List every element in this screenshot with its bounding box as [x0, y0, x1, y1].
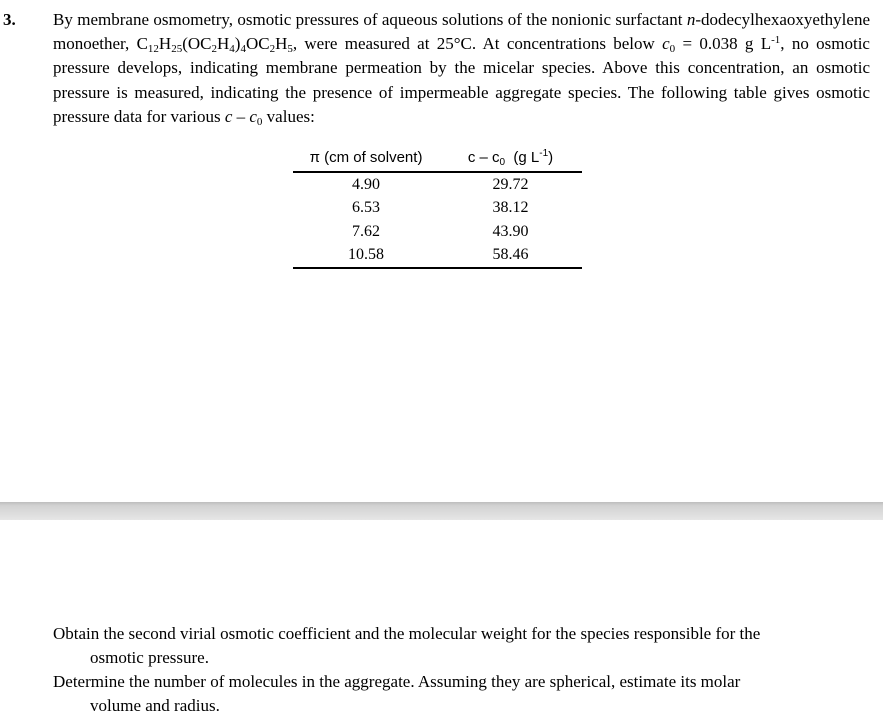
task-item [53, 622, 870, 670]
table-cell-pi: 4.90 [352, 175, 380, 193]
task-item [53, 670, 870, 718]
text-part: , were measured at 25°C. At concentrations below [292, 34, 663, 54]
variable-c: c [224, 106, 233, 126]
task-line: Obtain the second virial osmotic coefficient and the molecular weight for the species responsible for the [53, 624, 761, 643]
table-cell-pi: 6.53 [352, 199, 380, 217]
table-cell-concentration: 58.46 [439, 244, 582, 269]
osmotic-pressure-table [293, 143, 582, 269]
task-line-continued: volume and radius. [90, 696, 220, 715]
table-row [293, 172, 582, 197]
variable-c0: c [662, 34, 670, 54]
text-part: = 0.038 g L [675, 34, 772, 54]
column-header-pi: π (cm of solvent) [293, 143, 439, 172]
variable-n: n [686, 10, 696, 29]
variable-c0: c [249, 106, 257, 126]
text-part: -dodecylhexaoxyethylene monoether, [53, 10, 870, 54]
subscript-zero: 0 [256, 115, 263, 128]
question-number: 3. [3, 10, 16, 29]
page-separator [0, 502, 883, 520]
subscript-zero: 0 [669, 43, 676, 56]
table-row [293, 244, 582, 269]
table-row [293, 197, 582, 221]
task-line: Determine the number of molecules in the aggregate. Assuming they are spherical, estimate its molar [53, 672, 741, 691]
text-part: By membrane osmometry, osmotic pressures of aqueous solutions of the nonionic surfactant [53, 10, 687, 29]
table-row [293, 220, 582, 244]
table-header-row [293, 143, 582, 172]
table-cell-concentration: 38.12 [492, 199, 529, 217]
table-cell-concentration: 43.90 [492, 222, 529, 240]
text-part: values: [262, 106, 315, 126]
table-cell-pi: 10.58 [293, 244, 439, 269]
chemical-formula: $C_{12}H_{25}(OC_2H_4)_4OC_2H_5$ [136, 34, 293, 56]
table-cell-concentration: 29.72 [492, 175, 529, 193]
question-text [53, 8, 870, 129]
task-line-continued: osmotic pressure. [90, 648, 209, 667]
table-cell-pi: 7.62 [352, 222, 380, 240]
text-part: – [232, 106, 250, 126]
unit-exponent: -1 [771, 34, 781, 47]
column-header-concentration: c – $c_0$ (g $L^{-1}$) [439, 143, 582, 172]
text-part: , no osmotic pressure develops, indicating membrane permeation by the micelar species. Above this concentration, an osmotic pressure is measured, indicating the presence of impermeable aggregate species. The following table gives osmotic pressure data for various [53, 34, 870, 126]
